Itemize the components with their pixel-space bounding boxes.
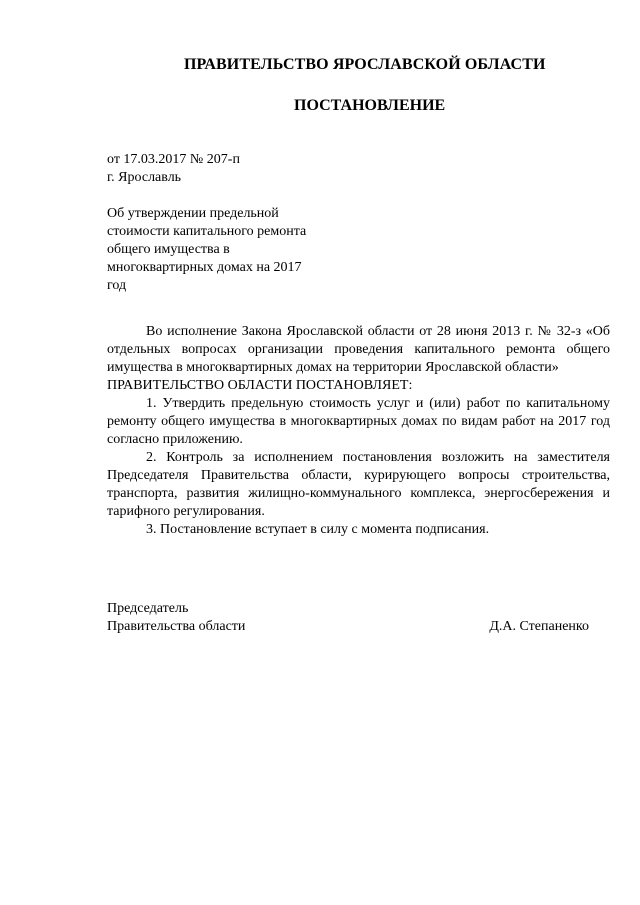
document-body	[107, 323, 610, 539]
decree-item-3: 3. Постановление вступает в силу с момента подписания.	[146, 522, 490, 537]
signer-title-line1: Председатель	[107, 601, 189, 616]
signer-name: Д.А. Степаненко	[489, 619, 589, 634]
organization-heading: ПРАВИТЕЛЬСТВО ЯРОСЛАВСКОЙ ОБЛАСТИ	[184, 56, 546, 73]
decree-item-1: 1. Утвердить предельную стоимость услуг и (или) работ по капитальному ремонту общего имущества в многоквартирных домах по видам работ на 2017 год согласно приложению.	[107, 396, 610, 447]
signature-row	[107, 618, 589, 636]
decree-line: ПРАВИТЕЛЬСТВО ОБЛАСТИ ПОСТАНОВЛЯЕТ:	[107, 378, 413, 393]
document-subject: Об утверждении предельной стоимости капитального ремонта общего имущества в многоквартирных домах на 2017 год	[107, 206, 307, 293]
date-number: от 17.03.2017 № 207-п	[107, 152, 240, 167]
document-type-heading: ПОСТАНОВЛЕНИЕ	[294, 97, 446, 114]
signer-title-line2: Правительства области	[107, 619, 246, 634]
city: г. Ярославль	[107, 170, 182, 185]
signature-block	[107, 600, 610, 636]
preamble-paragraph: Во исполнение Закона Ярославской области от 28 июня 2013 г. № 32-з «Об отдельных вопросах организации проведения капитального ремонта общего имущества в многоквартирных домах на территории Ярославской области»	[107, 324, 610, 375]
decree-item-2: 2. Контроль за исполнением постановления возложить на заместителя Председателя Правительства области, курирующего вопросы строительства, транспорта, развития жилищно-коммунального комплекса, энергосбережения и тарифного регулирования.	[107, 450, 610, 519]
document-meta	[107, 151, 240, 187]
